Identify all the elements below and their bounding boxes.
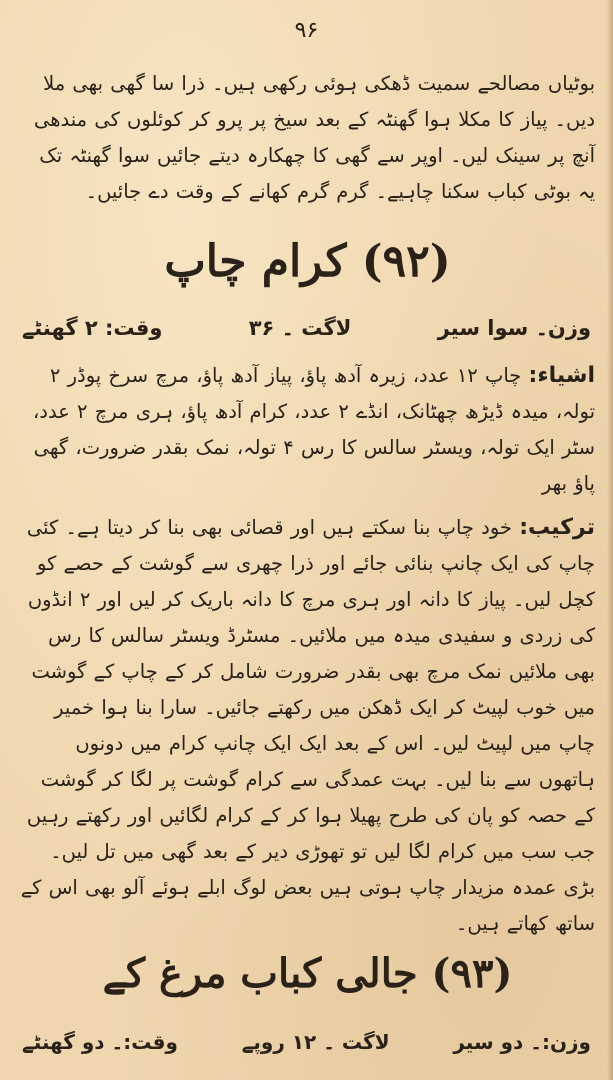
recipe-92-time: وقت: ۲ گھنٹے xyxy=(22,316,163,340)
recipe-93-weight: وزن:۔ دو سیر xyxy=(453,1030,591,1054)
recipe-92-ingredients xyxy=(20,358,595,502)
recipe-93-time: وقت:۔ دو گھنٹے xyxy=(22,1030,178,1054)
recipe-93-meta xyxy=(22,1030,591,1054)
page-number: ۹۶ xyxy=(294,18,319,43)
ingredients-label: اشیاء: xyxy=(528,363,595,388)
recipe-92-meta xyxy=(22,316,591,340)
recipe-92-weight: وزن۔ سوا سیر xyxy=(437,316,591,340)
recipe-92-method xyxy=(20,510,595,942)
intro-paragraph: بوٹیاں مصالحے سمیت ڈھکی ہوئی رکھی ہیں۔ ذرا سا گھی بھی ملا دیں۔ پیاز کا مکلا ہوا گھنٹہ کے بعد سیخ پر پرو کر کوئلوں کی مندھی آنچ پر سینک لیں۔ اوپر سے گھی کا چھکارہ دیتے جائیں سوا گھنٹہ تک یہ بوٹی کباب سکنا چاہیے۔ گرم گرم کھانے کے وقت دے جائیں۔ xyxy=(34,72,595,203)
ingredients-text: چاپ ۱۲ عدد، زیرہ آدھ پاؤ، پیاز آدھ پاؤ، مرچ سرخ پوڈر ۲ تولہ، میدہ ڈیڑھ چھٹانک، انڈے ۲ عدد، کرام آدھ پاؤ، ہری مرچ ۲ عدد، سٹر ایک تولہ، ویسٹر سالس کا رس ۴ تولہ، نمک بقدر ضرورت، گھی پاؤ بھر xyxy=(32,364,595,495)
recipe-92-title: (۹۲) کرام چاپ xyxy=(164,236,451,287)
recipe-93-title: (۹۳) جالی کباب مرغ کے xyxy=(102,950,513,997)
recipe-93-cost: لاگت ۔ ۱۲ روپے xyxy=(241,1030,390,1054)
method-text: خود چاپ بنا سکتے ہیں اور قصائی بھی بنا کر دیتا ہے۔ کئی چاپ کی ایک چانپ بنائی جائے اور ذرا چھری سے گوشت کے حصے کو کچل لیں۔ پیاز کا دانہ اور ہری مرچ کا دانہ باریک کر لیں اور ۲ انڈوں کی زردی و سفیدی میدہ میں ملائیں۔ مسٹرڈ ویسٹر سالس کا رس بھی ملائیں نمک مرچ بھی بقدر ضرورت شامل کر کے چاپ کے گوشت میں خوب لپیٹ کر ایک ڈھکن میں رکھتے جائیں۔ سارا بنا ہوا خمیر چاپ میں لپیٹ لیں۔ اس کے بعد ایک ایک چانپ کرام میں دونوں ہاتھوں سے بنا لیں۔ بہت عمدگی سے کرام گوشت پر لگا کر گوشت کے حصہ کو پان کی طرح پھیلا ہوا کر کے کرام لگائیں اور رکھتے رہیں جب سب میں کرام لگا لیں تو تھوڑی دیر کے بعد گھی میں تل لیں۔ بڑی عمدہ مزیدار چاپ ہوتی ہیں بعض لوگ ابلے ہوئے آلو بھی اس کے ساتھ کھاتے ہیں۔ xyxy=(20,516,595,935)
recipe-92-cost: لاگت ۔ ۳۶ xyxy=(248,316,352,340)
method-label: ترکیب: xyxy=(519,515,595,540)
